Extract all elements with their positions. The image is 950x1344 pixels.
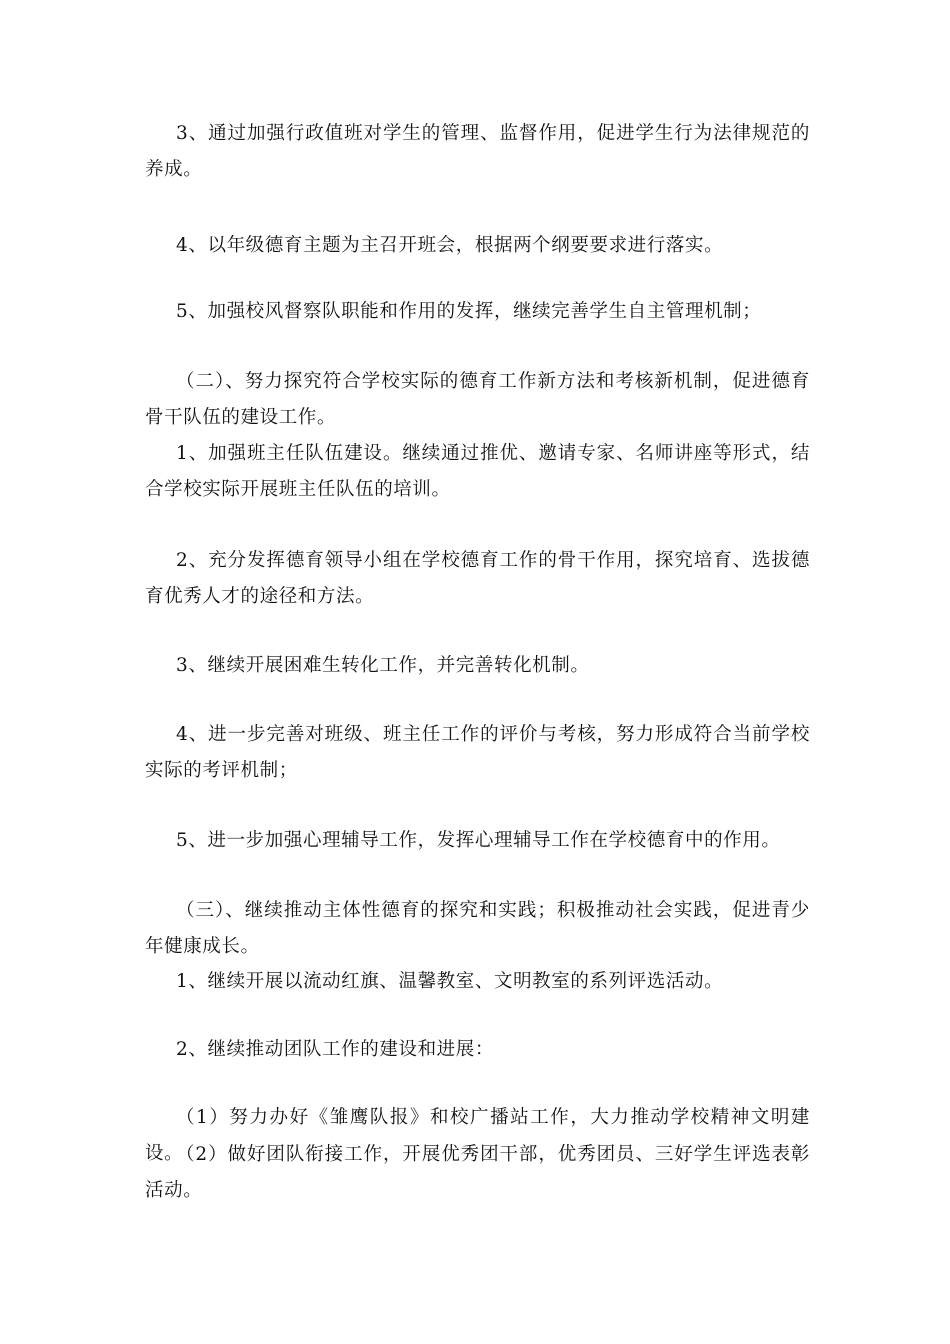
paragraph-item-3-behavior: 3、通过加强行政值班对学生的管理、监督作用，促进学生行为法律规范的养成。 — [145, 123, 810, 180]
paragraph-item-5-counseling: 5、进一步加强心理辅导工作，发挥心理辅导工作在学校德育中的作用。 — [176, 830, 781, 851]
paragraph-item-2-team-work: 2、继续推动团队工作的建设和进展： — [176, 1039, 494, 1060]
paragraph-item-4-evaluation: 4、进一步完善对班级、班主任工作的评价与考核，努力形成符合当前学校实际的考评机制； — [145, 724, 810, 781]
paragraph-item-4-class-meeting: 4、以年级德育主题为主召开班会，根据两个纲要要求进行落实。 — [176, 235, 724, 256]
section-heading-3: （三）、继续推动主体性德育的探究和实践；积极推动社会实践，促进青少年健康成长。 — [145, 900, 810, 957]
paragraph-subitem-2-awards: （2）做好团队衔接工作，开展优秀团干部，优秀团员、三好学生评选表彰活动。 — [145, 1144, 810, 1201]
paragraph-item-1-activities: 1、继续开展以流动红旗、温馨教室、文明教室的系列评选活动。 — [176, 971, 724, 992]
paragraph-item-5-supervision: 5、加强校风督察队职能和作用的发挥，继续完善学生自主管理机制； — [176, 301, 762, 322]
paragraph-subitem-1-newspaper: （1）努力办好《雏鹰队报》和校广播站工作，大力推动学校精神文明建设。 — [145, 1107, 810, 1164]
section-heading-2: （二）、努力探究符合学校实际的德育工作新方法和考核新机制，促进德育骨干队伍的建设工作。 — [145, 371, 810, 428]
paragraph-item-1-teacher-team: 1、加强班主任队伍建设。继续通过推优、邀请专家、名师讲座等形式，结合学校实际开展班主任队伍的培训。 — [145, 443, 810, 500]
paragraph-item-2-leadership: 2、充分发挥德育领导小组在学校德育工作的骨干作用，探究培育、选拔德育优秀人才的途径和方法。 — [145, 550, 810, 607]
paragraph-item-3-transformation: 3、继续开展困难生转化工作，并完善转化机制。 — [176, 655, 590, 676]
